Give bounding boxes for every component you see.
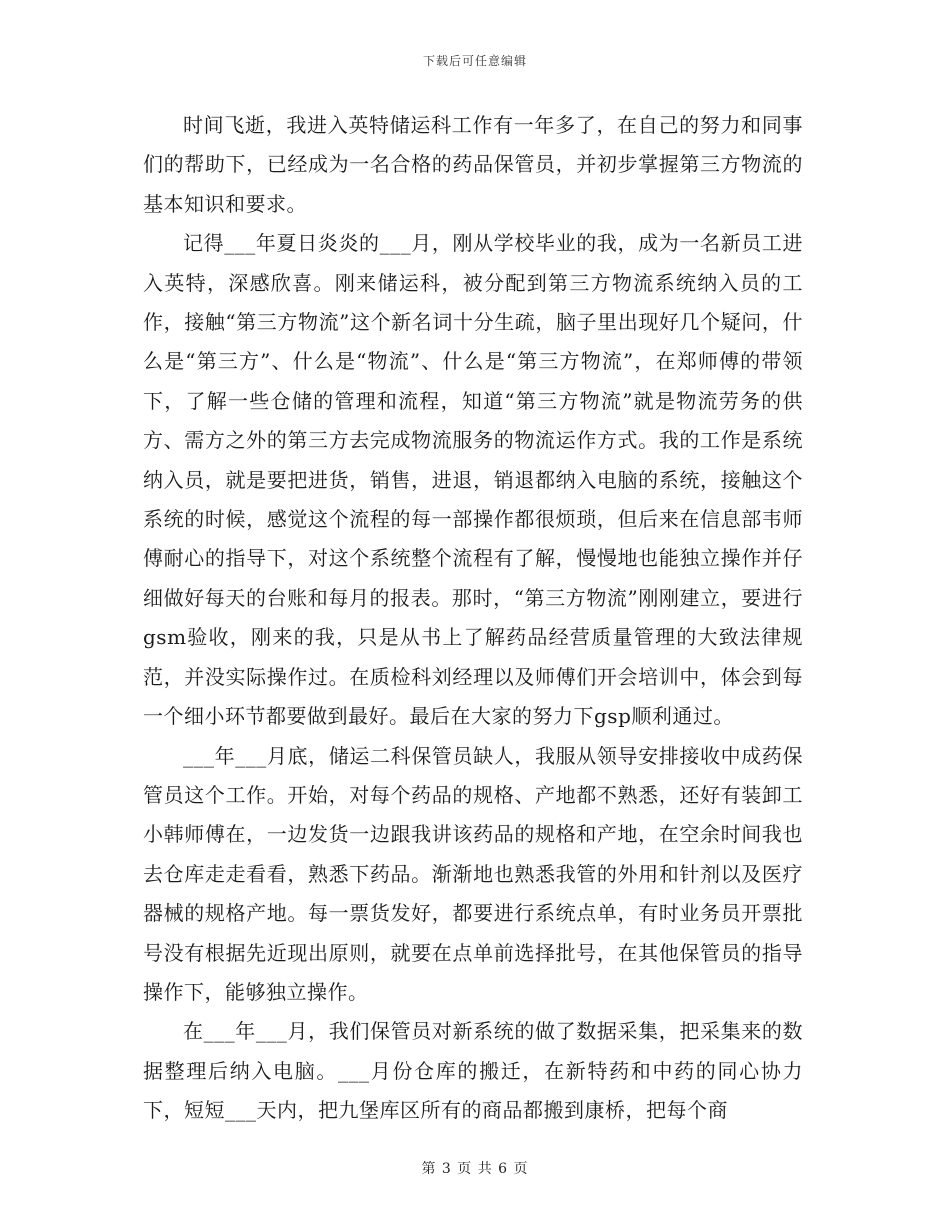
page-number: 第 3 页 共 6 页 <box>421 1161 529 1177</box>
paragraph: 时间飞逝，我进入英特储运科工作有一年多了，在自己的努力和同事们的帮助下，已经成为一名合格的药品保管员，并初步掌握第三方物流的基本知识和要求。 <box>143 113 803 216</box>
paragraph: ___年___月底，储运二科保管员缺人，我服从领导安排接收中成药保管员这个工作。开始，对每个药品的规格、产地都不熟悉，还好有装卸工小韩师傅在，一边发货一边跟我讲该药品的规格和产地，在空余时间我也去仓库走走看看，熟悉下药品。渐渐地也熟悉我管的外用和针剂以及医疗器械的规格产地。每一票货发好，都要进行系统点单，有时业务员开票批号没有根据先近现出原则，就要在点单前选择批号，在其他保管员的指导操作下，能够独立操作。 <box>143 743 803 1004</box>
paragraph: 在___年___月，我们保管员对新系统的做了数据采集，把采集来的数据整理后纳入电脑。___月份仓库的搬迁，在新特药和中药的同心协力下，短短___天内，把九堡库区所有的商品都搬到康桥，把每个商 <box>143 1019 803 1123</box>
document-body <box>143 106 803 1131</box>
paragraph: 记得___年夏日炎炎的___月，刚从学校毕业的我，成为一名新员工进入英特，深感欣喜。刚来储运科，被分配到第三方物流系统纳入员的工作，接触“第三方物流”这个新名词十分生疏，脑子里出现好几个疑问，什么是“第三方”、什么是“物流”、什么是“第三方物流”，在郑师傅的带领下，了解一些仓储的管理和流程，知道“第三方物流”就是物流劳务的供方、需方之外的第三方去完成物流服务的物流运作方式。我的工作是系统纳入员，就是要把进货，销售，进退，销退都纳入电脑的系统，接触这个系统的时候，感觉这个流程的每一部操作都很烦琐，但后来在信息部韦师傅耐心的指导下，对这个系统整个流程有了解，慢慢地也能独立操作并仔细做好每天的台账和每月的报表。那时，“第三方物流”刚刚建立，要进行gsm验收，刚来的我，只是从书上了解药品经营质量管理的大致法律规范，并没实际操作过。在质检科刘经理以及师傅们开会培训中，体会到每一个细小环节都要做到最好。最后在大家的努力下gsp顺利通过。 <box>143 231 803 729</box>
page-header: 下载后可任意编辑 <box>422 54 527 68</box>
